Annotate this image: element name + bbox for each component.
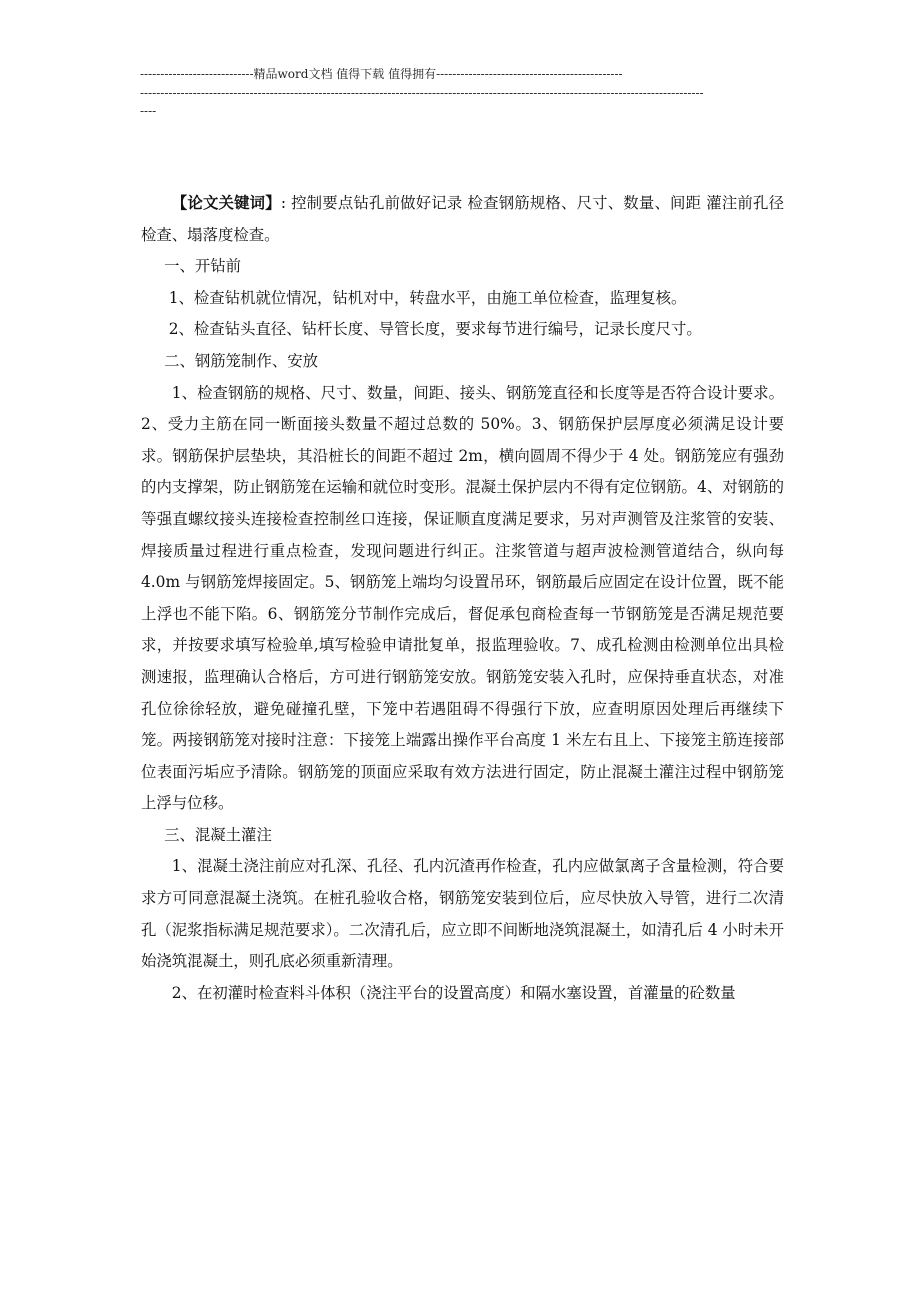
section-heading-2: 二、钢筋笼制作、安放 [164,351,319,370]
keywords-text: : 控制要点钻孔前做好记录 检查钢筋规格、尺寸、数量、间距 灌注前孔径检查、塌落度检查。 [141,194,784,244]
section-1-item-1: 1、检查钻机就位情况，钻机对中，转盘水平，由施工单位检查，监理复核。 [168,288,687,307]
section-heading-1: 一、开钻前 [164,257,242,276]
section-2-paragraph: 1、检查钢筋的规格、尺寸、数量，间距、接头、钢筋笼直径和长度等是否符合设计要求。2、受力主筋在同一断面接头数量不超过总数的 50%。3、钢筋保护层厚度必须满足设计要求。钢筋保护层垫块，其沿桩长的间距不超过 2m，横向圆周不得少于 4 处。钢筋笼应有强劲的内支撑架，防止钢筋笼在运输和就位时变形。混凝土保护层内不得有定位钢筋。4、对钢筋的等强直螺纹接头连接检查控制丝口连接，保证顺直度满足要求，另对声测管及注浆管的安装、焊接质量过程进行重点检查，发现问题进行纠正。注浆管道与超声波检测管道结合，纵向每 4.0m 与钢筋笼焊接固定。5、钢筋笼上端均匀设置吊环，钢筋最后应固定在设计位置，既不能上浮也不能下陷。6、钢筋笼分节制作完成后，督促承包商检查每一节钢筋笼是否满足规范要求，并按要求填写检验单,填写检验申请批复单，报监理验收。7、成孔检测由检测单位出具检测速报，监理确认合格后，方可进行钢筋笼安放。钢筋笼安装入孔时，应保持垂直状态，对准孔位徐徐轻放，避免碰撞孔壁，下笼中若遇阻碍不得强行下放，应查明原因处理后再继续下笼。两接钢筋笼对接时注意：下接笼上端露出操作平台高度 1 米左右且上、下接笼主筋连接部位表面污垢应予清除。钢筋笼的顶面应采取有效方法进行固定，防止混凝土灌注过程中钢筋笼上浮与位移。 [141,383,784,813]
keywords-paragraph [141,188,784,251]
header-dash-line-2: ------------------------------------------------------------------------------------------------------------------------------------------- [140,86,704,100]
section-heading-3: 三、混凝土灌注 [164,825,272,844]
section-3-item-1: 1、混凝土浇注前应对孔深、孔径、孔内沉渣再作检查，孔内应做氯离子含量检测，符合要求方可同意混凝土浇筑。在桩孔验收合格，钢筋笼安装到位后，应尽快放入导管，进行二次清孔（泥浆指标满足规范要求）。二次清孔后，应立即不间断地浇筑混凝土，如清孔后 4 小时未开始浇筑混凝土，则孔底必须重新清理。 [141,857,784,971]
section-3-item-2: 2、在初灌时检查料斗体积（浇注平台的设置高度）和隔水塞设置，首灌量的砼数量 [171,983,736,1002]
document-body [141,188,784,1009]
keywords-label: 【论文关键词】 [171,194,281,212]
section-1-item-2: 2、检查钻头直径、钻杆长度、导管长度，要求每节进行编号，记录长度尺寸。 [168,320,702,339]
header-dash-line-3: ---- [140,104,157,118]
header-dash-line-1: ----------------------------精品word文档 值得下载 值得拥有---------------------------------------------- [140,67,623,81]
